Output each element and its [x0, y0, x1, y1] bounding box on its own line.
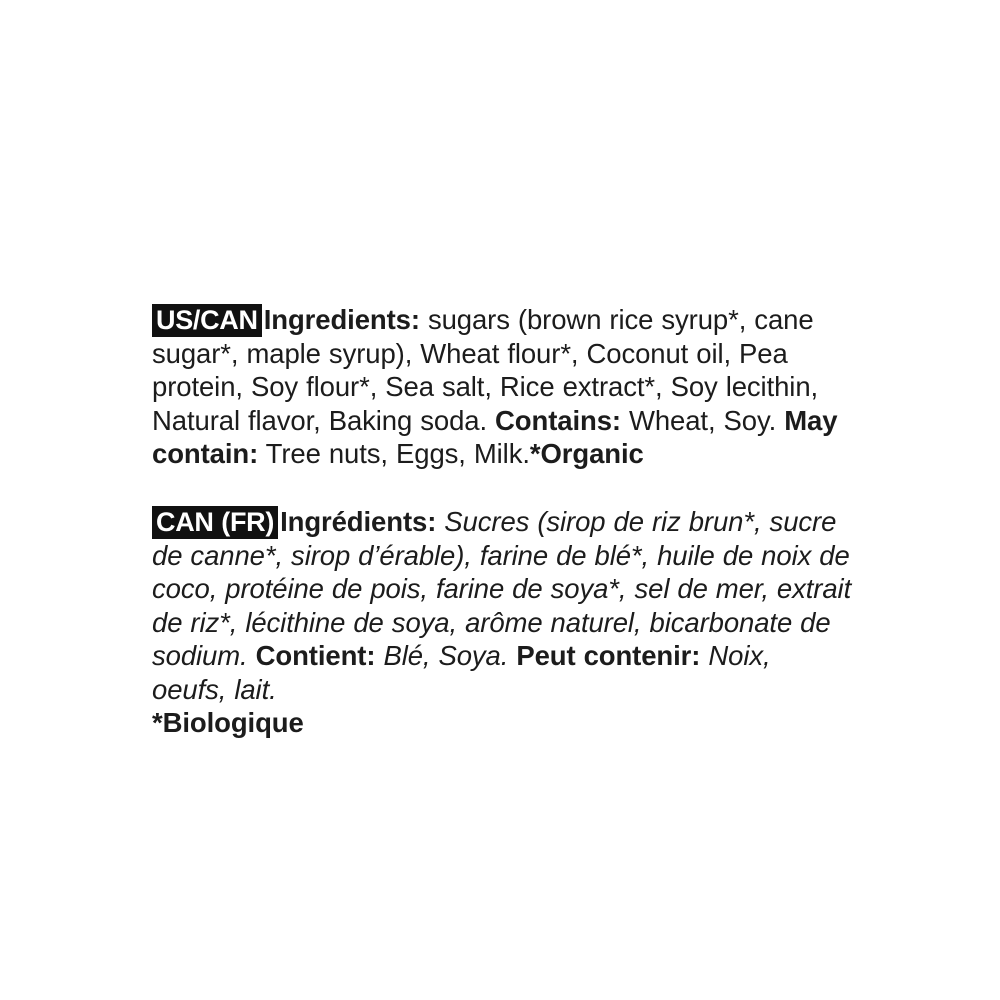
region-tag-can-fr: CAN (FR)	[152, 506, 278, 539]
ingredients-heading-english: Ingredients:	[263, 303, 420, 335]
ingredients-body-english: sugars (brown rice syrup*, cane sugar*, maple syrup), Wheat flour*, Coconut oil, Pea protein, Soy flour*, Sea salt, Rice extract*, Soy lecithin, Natural flavor, Baking soda.	[152, 303, 819, 436]
contains-body-french: Blé, Soya.	[375, 640, 517, 671]
ingredients-block-us-can	[152, 303, 852, 471]
may-contain-label-english: May contain:	[152, 404, 838, 469]
ingredients-paragraph-english	[152, 303, 852, 471]
ingredients-body-french: Sucres (sirop de riz brun*, sucre de canne*, sirop d’érable), farine de blé*, huile de noix de coco, protéine de pois, farine de soya*, sel de mer, extrait de riz*, lécithine de soya, arôme naturel, bicarbonate de sodium.	[152, 505, 852, 671]
region-tag-us-can: US/CAN	[152, 304, 262, 337]
contains-body-english: Wheat, Soy.	[620, 404, 785, 436]
organic-note-english: *Organic	[529, 438, 644, 469]
may-contain-body-english: Tree nuts, Eggs, Milk.	[258, 438, 530, 469]
may-contain-label-french: Peut contenir:	[516, 640, 701, 671]
contains-label-english: Contains:	[495, 404, 621, 436]
ingredients-block-can-fr	[152, 505, 852, 740]
ingredients-heading-french: Ingrédients:	[280, 505, 437, 537]
may-contain-body-french: Noix, oeufs, lait.	[152, 640, 771, 705]
contains-label-french: Contient:	[255, 640, 376, 671]
ingredients-label-panel	[152, 275, 852, 767]
ingredients-paragraph-french	[152, 505, 852, 740]
organic-note-french: *Biologique	[152, 707, 304, 738]
